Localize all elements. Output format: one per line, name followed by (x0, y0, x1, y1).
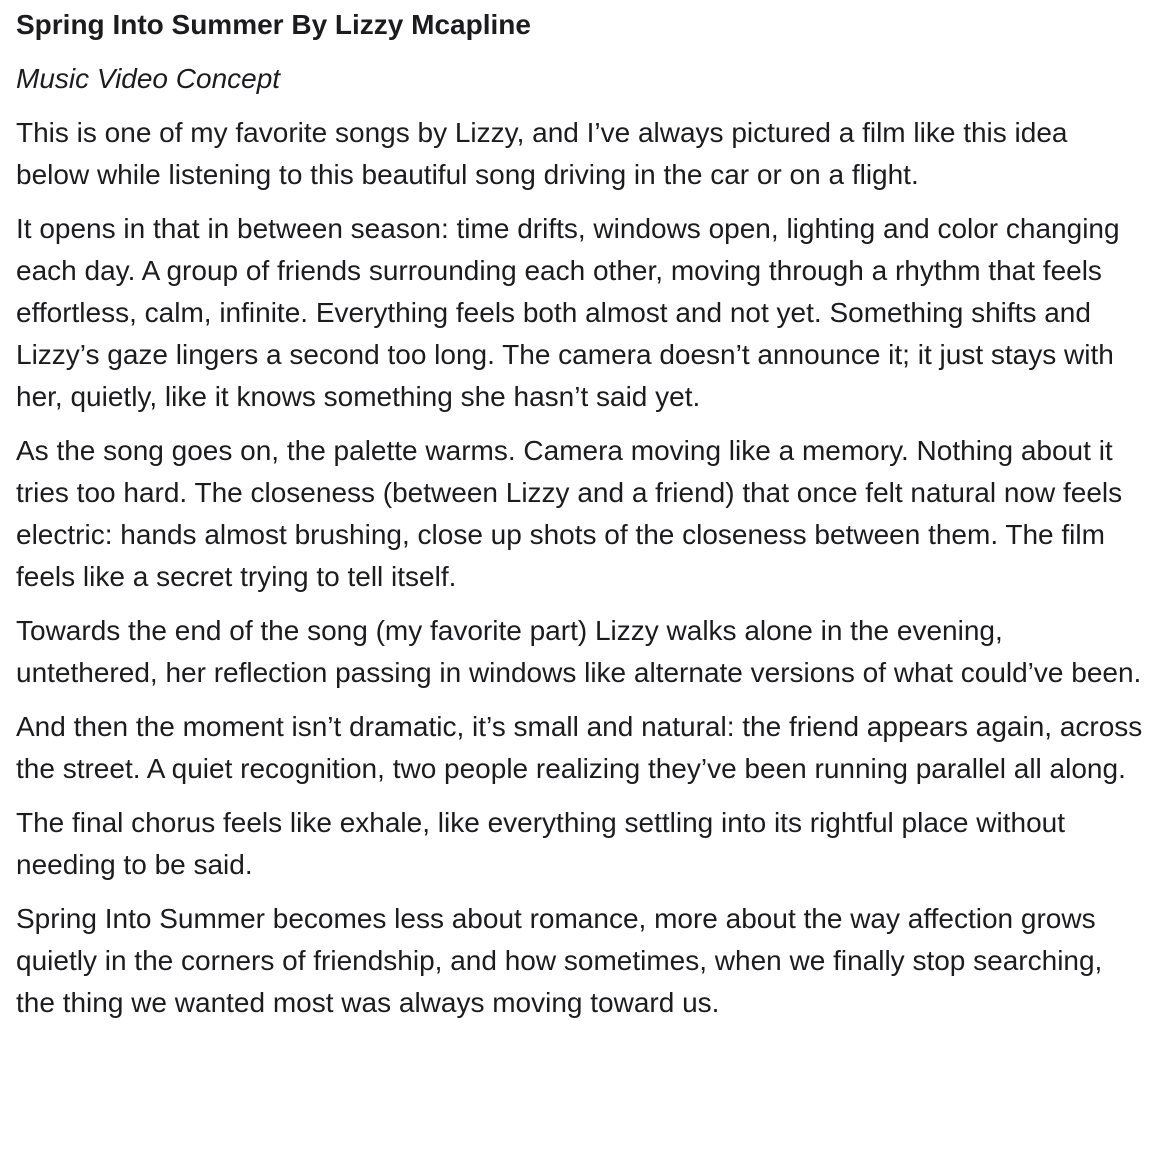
document-title: Spring Into Summer By Lizzy Mcapline (16, 9, 531, 40)
paragraph-ending: Towards the end of the song (my favorite part) Lizzy walks alone in the evening, untethered, her reflection passing in windows like alternate versions of what could’ve been. (16, 615, 1142, 688)
paragraph-conclusion: Spring Into Summer becomes less about romance, more about the way affection grows quietly in the corners of friendship, and how sometimes, when we finally stop searching, the thing we wanted most was always moving toward us. (16, 903, 1103, 1018)
paragraph-palette: As the song goes on, the palette warms. Camera moving like a memory. Nothing about it tries too hard. The closeness (between Lizzy and a friend) that once felt natural now feels electric: hands almost brushing, close up shots of the closeness between them. The film feels like a secret trying to tell itself. (16, 435, 1123, 592)
paragraph-opening: It opens in that in between season: time drifts, windows open, lighting and color changing each day. A group of friends surrounding each other, moving through a rhythm that feels effortless, calm, infinite. Everything feels both almost and not yet. Something shifts and Lizzy’s gaze lingers a second too long. The camera doesn’t announce it; it just stays with her, quietly, like it knows something she hasn’t said yet. (16, 213, 1120, 412)
paragraph-intro: This is one of my favorite songs by Lizzy, and I’ve always pictured a film like this idea below while listening to this beautiful song driving in the car or on a flight. (16, 117, 1068, 190)
paragraph-moment: And then the moment isn’t dramatic, it’s small and natural: the friend appears again, across the street. A quiet recognition, two people realizing they’ve been running parallel all along. (16, 711, 1143, 784)
document-subtitle: Music Video Concept (16, 63, 281, 94)
paragraph-final-chorus: The final chorus feels like exhale, like everything settling into its rightful place without needing to be said. (16, 807, 1065, 880)
